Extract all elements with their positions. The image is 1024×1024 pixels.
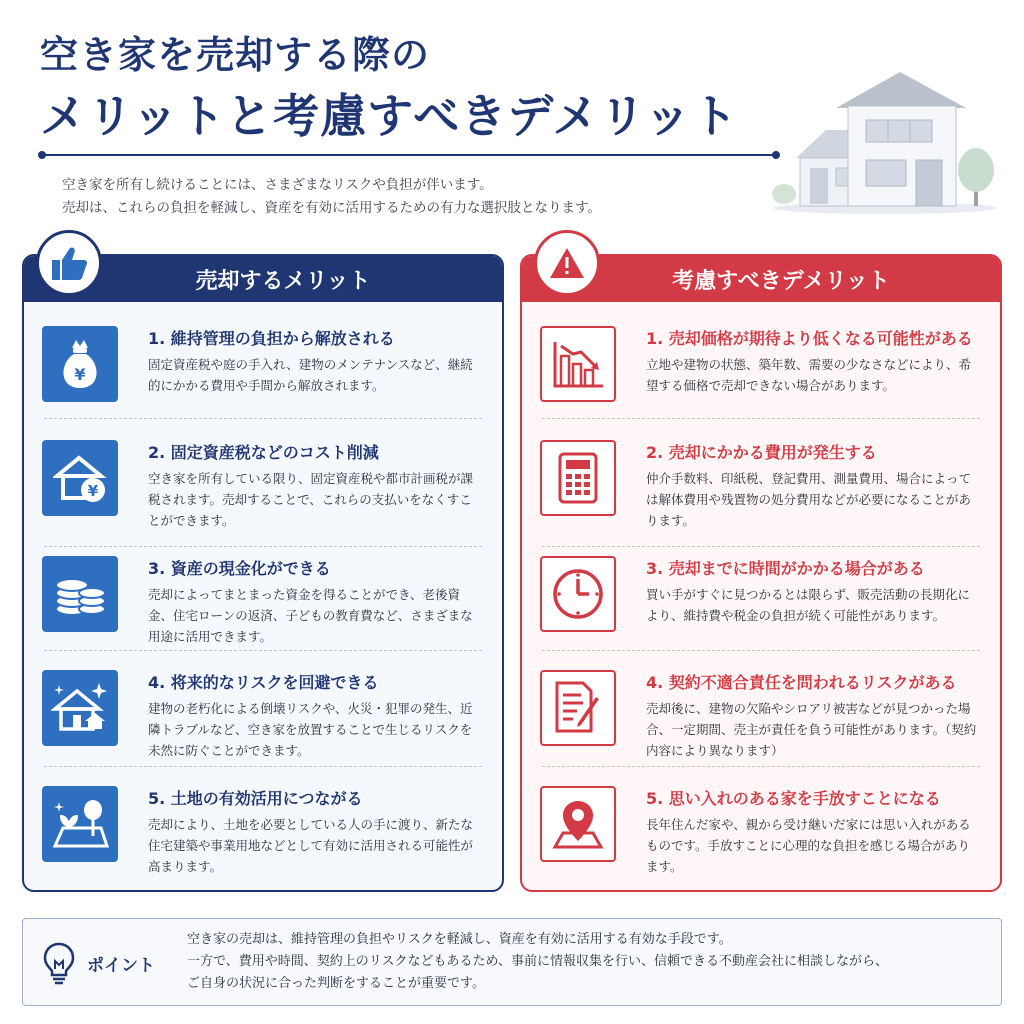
demerit-item-4-body: 売却後に、建物の欠陥やシロアリ被害などが見つかった場合、一定期間、売主が責任を負う可能性があります。（契約内容により異なります）: [646, 701, 977, 758]
map-pin-icon: [540, 786, 616, 862]
point-box: [22, 918, 1002, 1006]
demerits-panel: [520, 254, 1002, 892]
demerit-item-4: [536, 662, 986, 776]
merit-item-3-body: 売却によってまとまった資金を得ることができ、老後資金、住宅ローンの返済、子どもの教育費など、さまざまな用途に活用できます。: [148, 587, 473, 644]
safe-house-icon: [42, 670, 118, 746]
page-title-line2: メリットと考慮すべきデメリット: [40, 89, 739, 143]
demerit-item-1-title: 1. 売却価格が期待より低くなる可能性がある: [646, 329, 973, 348]
point-line-3: ご自身の状況に合った判断をすることが重要です。: [187, 976, 485, 991]
merit-item-3: [38, 548, 488, 662]
demerit-item-3: [536, 548, 986, 662]
demerit-item-2: [536, 432, 986, 546]
merit-item-4: [38, 662, 488, 776]
point-text: [187, 929, 888, 995]
point-label: ポイント: [87, 956, 155, 976]
svg-text:¥: ¥: [74, 365, 86, 384]
merit-item-1-body: 固定資産税や庭の手入れ、建物のメンテナンスなど、継続的にかかる費用や手間から解放されます。: [148, 357, 473, 393]
merit-item-4-title: 4. 将来的なリスクを回避できる: [148, 673, 379, 692]
demerit-item-2-title: 2. 売却にかかる費用が発生する: [646, 443, 877, 462]
intro-line-1: 空き家を所有し続けることには、さまざまなリスクや負担が伴います。: [62, 177, 493, 193]
merit-item-3-title: 3. 資産の現金化ができる: [148, 559, 331, 578]
point-line-1: 空き家の売却は、維持管理の負担やリスクを軽減し、資産を有効に活用する有効な手段です。: [187, 932, 732, 947]
merit-item-4-body: 建物の老朽化による倒壊リスクや、火災・犯罪の発生、近隣トラブルなど、空き家を放置することで生じるリスクを未然に防ぐことができます。: [148, 701, 473, 758]
merits-panel: [22, 254, 504, 892]
merit-item-2: [38, 432, 488, 546]
thumbs-up-icon: [36, 230, 102, 296]
divider: [44, 418, 482, 419]
demerit-item-3-body: 買い手がすぐに見つかるとは限らず、販売活動の長期化により、維持費や税金の負担が続く可能性があります。: [646, 587, 971, 623]
divider: [44, 546, 482, 547]
merit-item-1: [38, 318, 488, 432]
house-yen-icon: [42, 440, 118, 516]
merit-item-5-body: 売却により、土地を必要としている人の手に渡り、新たな住宅建築や事業用地などとして有効に活用される可能性が高まります。: [148, 817, 474, 874]
demerit-item-5: [536, 778, 986, 892]
clock-icon: [540, 556, 616, 632]
demerit-item-3-title: 3. 売却までに時間がかかる場合がある: [646, 559, 925, 578]
svg-text:¥: ¥: [87, 482, 99, 500]
contract-pen-icon: [540, 670, 616, 746]
merits-heading: 売却するメリット: [24, 256, 502, 302]
money-bag-yen-icon: [42, 326, 118, 402]
coin-stack-icon: [42, 556, 118, 632]
divider: [542, 418, 980, 419]
point-line-2: 一方で、費用や時間、契約上のリスクなどもあるため、事前に情報収集を行い、信頼できる不動産会社に相談しながら、: [187, 954, 888, 969]
demerit-item-2-body: 仲介手数料、印紙税、登記費用、測量費用、場合によっては解体費用や残置物の処分費用などが必要になることがあります。: [646, 471, 972, 528]
demerits-heading: 考慮すべきデメリット: [522, 256, 1000, 302]
land-sprout-icon: [42, 786, 118, 862]
divider: [44, 766, 482, 767]
demerit-item-4-title: 4. 契約不適合責任を問われるリスクがある: [646, 673, 957, 692]
warning-icon: [534, 230, 600, 296]
merit-item-1-title: 1. 維持管理の負担から解放される: [148, 329, 395, 348]
divider: [542, 650, 980, 651]
demerit-item-5-title: 5. 思い入れのある家を手放すことになる: [646, 789, 941, 808]
divider: [542, 546, 980, 547]
demerit-item-1-body: 立地や建物の状態、築年数、需要の少なさなどにより、希望する価格で売却できない場合があります。: [646, 357, 972, 393]
merit-item-5: [38, 778, 488, 892]
house-illustration: [770, 66, 1000, 216]
merit-item-2-body: 空き家を所有している限り、固定資産税や都市計画税が課税されます。売却することで、これらの支払いをなくすことができます。: [148, 471, 474, 528]
merit-item-5-title: 5. 土地の有効活用につながる: [148, 789, 363, 808]
calculator-icon: [540, 440, 616, 516]
intro-text: [62, 174, 601, 220]
page-title-line1: 空き家を売却する際の: [40, 32, 431, 77]
divider: [542, 766, 980, 767]
lightbulb-icon: [41, 941, 77, 991]
demerit-item-1: [536, 318, 986, 432]
title-divider: [40, 154, 778, 156]
intro-line-2: 売却は、これらの負担を軽減し、資産を有効に活用するための有力な選択肢となります。: [62, 200, 601, 216]
divider: [44, 650, 482, 651]
demerit-item-5-body: 長年住んだ家や、親から受け継いだ家には思い入れがあるものです。手放すことに心理的な負担を感じる場合があります。: [646, 817, 971, 874]
declining-chart-icon: [540, 326, 616, 402]
merit-item-2-title: 2. 固定資産税などのコスト削減: [148, 443, 379, 462]
